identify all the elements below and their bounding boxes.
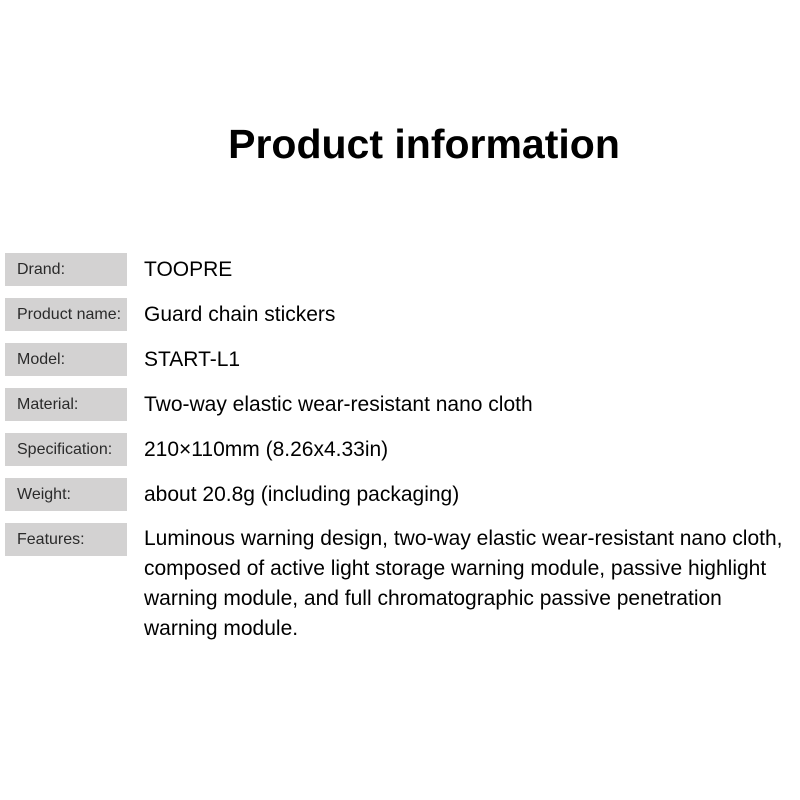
row-value: START-L1	[144, 348, 241, 371]
row-value: about 20.8g (including packaging)	[144, 483, 460, 506]
row-label: Specification:	[17, 441, 113, 458]
row-label-box	[5, 343, 127, 376]
row-value: Two-way elastic wear-resistant nano cloth	[144, 393, 533, 416]
row-label: Features:	[17, 531, 85, 548]
row-value: 210×110mm (8.26x4.33in)	[144, 438, 389, 461]
row-label: Material:	[17, 396, 79, 413]
row-label-box	[5, 388, 127, 421]
row-label-box	[5, 253, 127, 286]
row-label-box	[5, 298, 127, 331]
row-value: TOOPRE	[144, 258, 233, 281]
row-label-box	[5, 523, 127, 556]
row-label: Drand:	[17, 261, 66, 278]
row-value: Guard chain stickers	[144, 303, 336, 326]
row-label-box	[5, 433, 127, 466]
row-label: Weight:	[17, 486, 71, 503]
row-label: Product name:	[17, 306, 122, 323]
page-title: Product information	[228, 121, 620, 167]
row-label-box	[5, 478, 127, 511]
row-value: Luminous warning design, two-way elastic wear-resistant nano cloth, composed of active light storage warning module, passive highlight warning module, and full chromatographic passive penetration warning module.	[144, 527, 783, 640]
row-label: Model:	[17, 351, 66, 368]
